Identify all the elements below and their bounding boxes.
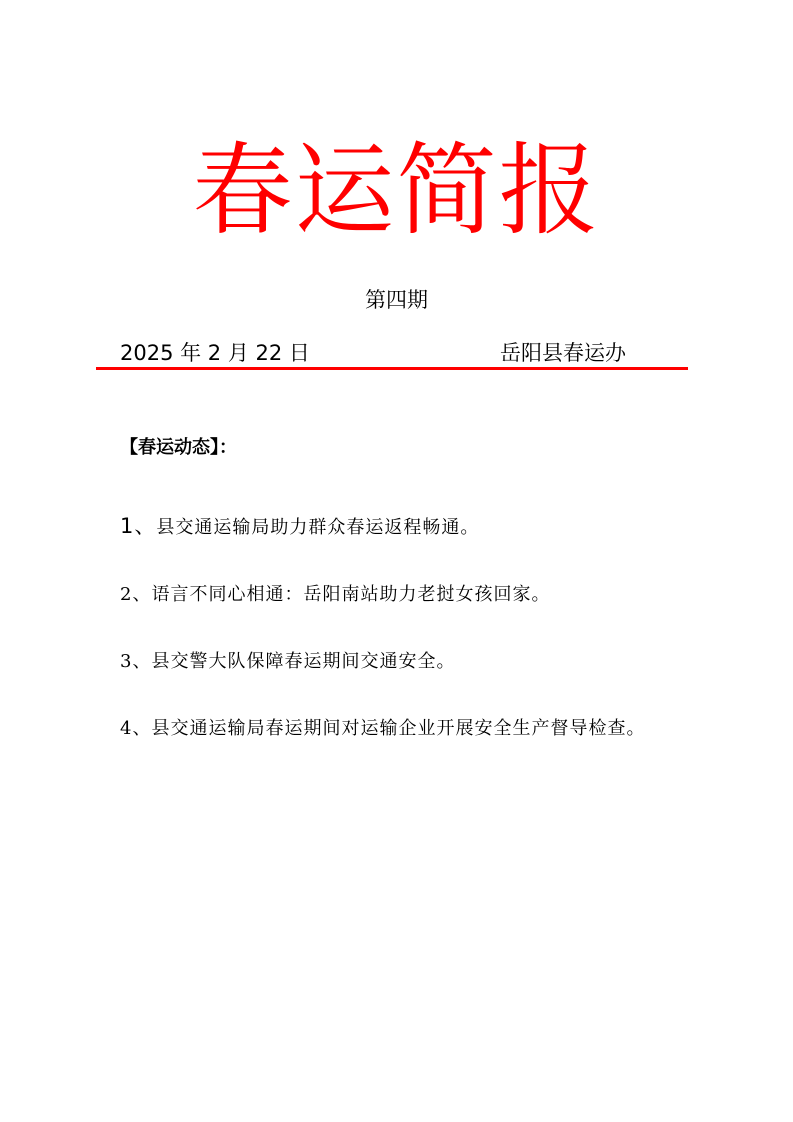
list-item [120, 712, 680, 745]
item-text: 县交警大队保障春运期间交通安全。 [151, 651, 456, 672]
header-divider [96, 367, 688, 370]
list-item [120, 645, 680, 678]
issue-number: 第四期 [365, 288, 428, 312]
item-number: 4、 [120, 718, 152, 739]
masthead-title: 春运简报 [192, 132, 601, 249]
item-text: 县交通运输局助力群众春运返程畅通。 [156, 517, 480, 538]
item-text: 语言不同心相通：岳阳南站助力老挝女孩回家。 [151, 584, 551, 605]
list-item [120, 578, 680, 611]
item-number: 2、 [120, 584, 152, 605]
list-item [120, 510, 680, 544]
item-number: 3、 [120, 651, 152, 672]
item-number: 1、 [120, 514, 157, 538]
item-text: 县交通运输局春运期间对运输企业开展安全生产督导检查。 [151, 718, 646, 739]
issuing-office: 岳阳县春运办 [500, 341, 626, 365]
issue-date: 2025 年 2 月 22 日 [120, 341, 310, 365]
section-heading: 【春运动态】： [120, 437, 237, 458]
news-list [120, 510, 680, 779]
